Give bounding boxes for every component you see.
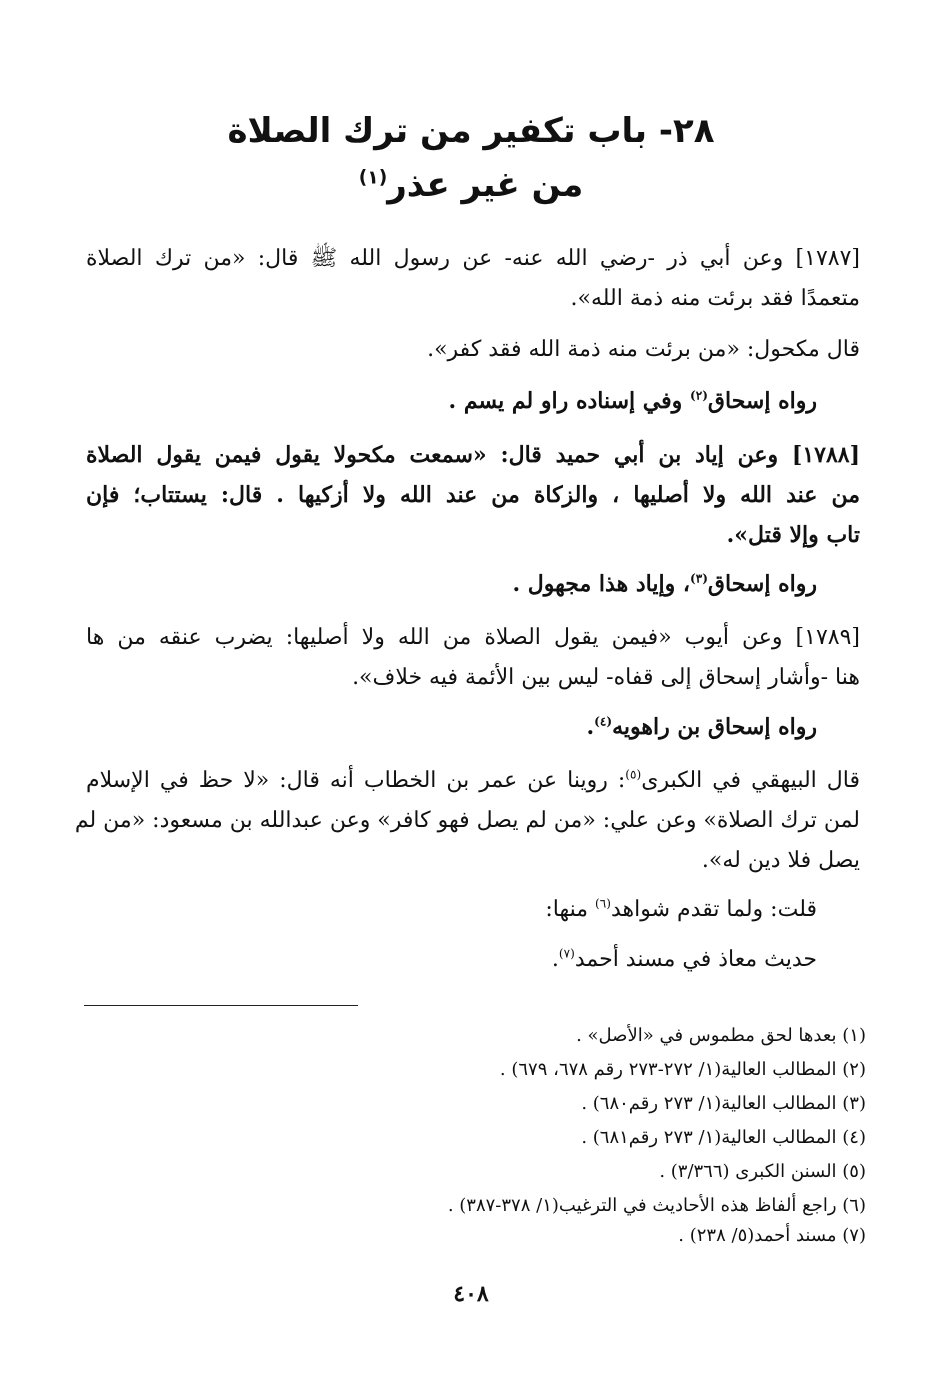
body-line: [١٧٨٩] وعن أيوب «فيمن يقول الصلاة من الله ولا أصليها: يضرب عنقه من ها (86, 625, 860, 650)
footnote-5: (٥) السنن الكبرى (٣/٣٦٦) . (659, 1161, 866, 1182)
attribution-line (586, 706, 817, 748)
body-line (552, 939, 817, 981)
body-line (545, 889, 817, 931)
body-line: متعمدًا فقد برئت منه ذمة الله». (570, 286, 860, 311)
body-text: حديث معاذ في مسند أحمد (574, 947, 817, 972)
footnote-marker-1: (١) (358, 167, 388, 189)
attribution-text: رواه إسحاق (707, 388, 817, 414)
body-text: . (551, 947, 559, 972)
footnote-2: (٢) المطالب العالية(١/ ٢٧٢-٢٧٣ رقم ٦٧٨، ٦٧٩) . (499, 1059, 866, 1080)
body-text: منها: (545, 897, 596, 922)
chapter-subtitle (0, 160, 942, 210)
body-line: هنا -وأشار إسحاق إلى قفاه- ليس بين الأئمة فيه خلاف». (352, 665, 860, 690)
body-line: تاب وإلا قتل». (726, 522, 860, 548)
footnote-marker-3: (٣) (689, 571, 708, 586)
page-number: ٤٠٨ (453, 1281, 489, 1307)
footnote-marker-4: (٤) (594, 714, 613, 729)
attribution-text: رواه إسحاق بن راهويه (612, 714, 817, 740)
body-text: : روينا عن عمر بن الخطاب أنه قال: «لا حظ في الإسلام (86, 768, 626, 793)
body-line (86, 760, 860, 802)
chapter-title (0, 106, 942, 156)
footnote-marker-2: (٢) (689, 388, 708, 403)
body-line: من عند الله ولا أصليها ، والزكاة من عند الله ولا أزكيها . قال: يستتاب؛ فإن (86, 482, 860, 508)
attribution-line (512, 563, 817, 605)
body-line: يصل فلا دين له». (701, 848, 860, 873)
body-text: قال البيهقي في الكبرى (641, 768, 860, 793)
attribution-line (449, 380, 817, 422)
chapter-title-line2: من غير عذر (387, 165, 584, 205)
chapter-title-line1: ٢٨- باب تكفير من ترك الصلاة (227, 111, 715, 151)
body-line: [١٧٨٧] وعن أبي ذر -رضي الله عنه- عن رسول الله ﷺ قال: «من ترك الصلاة (86, 246, 860, 271)
footnote-marker-7: (٧) (558, 946, 575, 961)
footnote-6: (٦) راجع ألفاظ هذه الأحاديث في الترغيب(١/ ٣٧٨-٣٨٧) . (447, 1195, 866, 1216)
body-line: [١٧٨٨] وعن إياد بن أبي حميد قال: «سمعت مكحولا يقول فيمن يقول الصلاة (86, 442, 860, 468)
footnote-3: (٣) المطالب العالية(١/ ٢٧٣ رقم٦٨٠) . (581, 1093, 866, 1114)
footnote-separator (84, 1005, 358, 1006)
body-line: لمن ترك الصلاة» وعن علي: «من لم يصل فهو كافر» وعن عبدالله بن مسعود: «من لم (74, 808, 860, 833)
body-text: قلت: ولما تقدم شواهد (610, 897, 817, 922)
body-line: قال مكحول: «من برئت منه ذمة الله فقد كفر». (427, 337, 860, 362)
attribution-text: . (586, 714, 595, 740)
footnote-7: (٧) مسند أحمد(٥/ ٢٣٨) . (678, 1225, 866, 1246)
footnote-4: (٤) المطالب العالية(١/ ٢٧٣ رقم٦٨١) . (581, 1127, 866, 1148)
footnote-marker-5: (٥) (625, 767, 642, 782)
attribution-text: وفي إسناده راو لم يسم . (448, 388, 690, 414)
attribution-text: ، وإياد هذا مجهول . (512, 571, 690, 597)
footnote-marker-6: (٦) (595, 896, 611, 911)
footnote-1: (١) بعدها لحق مطموس في «الأصل» . (576, 1025, 866, 1046)
attribution-text: رواه إسحاق (707, 571, 817, 597)
